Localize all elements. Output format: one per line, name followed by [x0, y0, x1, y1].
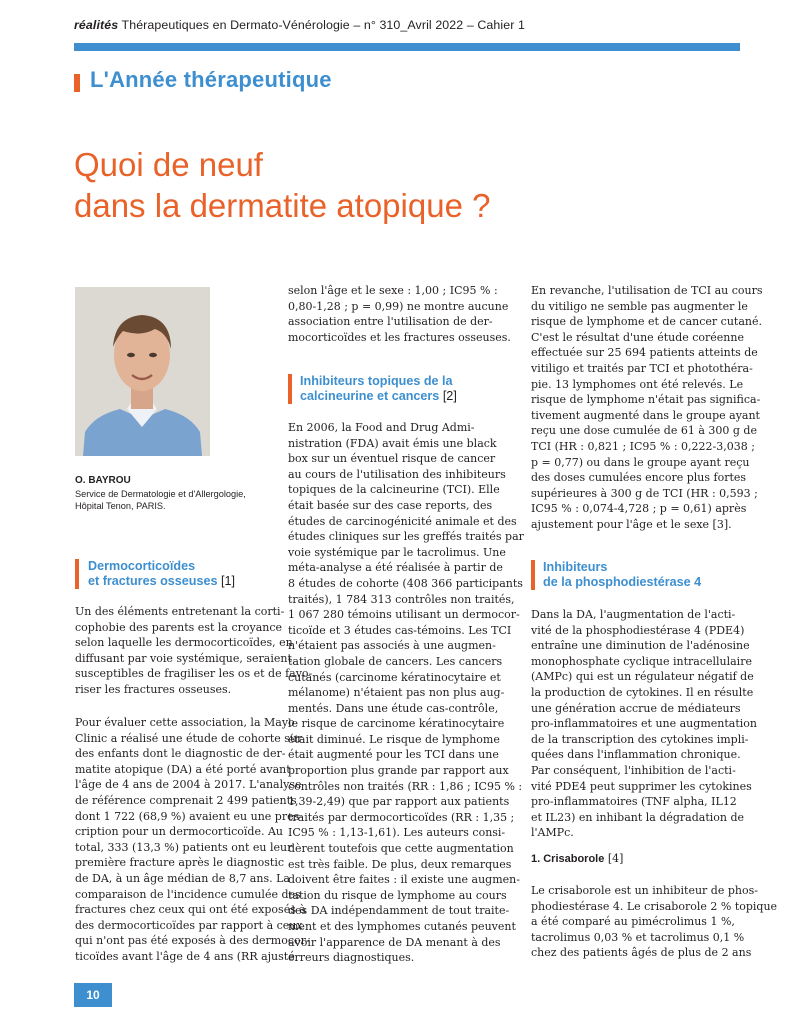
text-line: riser les fractures osseuses. [75, 682, 232, 696]
title-line-1: Quoi de neuf [74, 146, 263, 183]
affiliation-line: Service de Dermatologie et d'Allergologie, [75, 489, 246, 499]
section-title: L'Année thérapeutique [90, 67, 332, 92]
text-line: de la transcription des cytokines impli- [531, 732, 749, 746]
col3-paragraph-2 [531, 607, 757, 841]
text-line: pro-inflammatoires (TNF alpha, IL12 [531, 795, 737, 809]
text-line: cription pour un dermocorticoïde. Au [75, 825, 284, 839]
heading-phosphodiesterase [543, 560, 701, 590]
text-line: ticoïdes avant l'âge de 4 ans (RR ajusté [75, 949, 295, 963]
text-line: une génération accrue de médiateurs [531, 701, 741, 715]
text-line: susceptibles de fragiliser les os et de favo- [75, 667, 313, 681]
text-line: des enfants dont le diagnostic de der- [75, 747, 286, 761]
text-line: études cliniques sur les greffés traités par [288, 530, 524, 544]
heading-bar [531, 560, 535, 590]
text-line: TCI (HR : 0,821 ; IC95 % : 0,222-3,038 ; [531, 439, 755, 453]
sub-heading-text: 1. Crisaborole [531, 853, 605, 865]
text-line: Clinic a réalisé une étude de cohorte sur [75, 731, 303, 745]
journal-issue: Thérapeutiques en Dermato-Vénérologie – n° 310_Avril 2022 – Cahier 1 [121, 18, 525, 32]
text-line: mélanome) n'étaient pas non plus aug- [288, 686, 505, 700]
heading-line: de la phosphodiestérase 4 [543, 575, 702, 589]
col2-paragraph-2 [288, 436, 524, 966]
text-line: Dans la DA, l'augmentation de l'acti- [531, 608, 736, 621]
page-number: 10 [74, 983, 112, 1007]
text-line: traités), 1 784 313 contrôles non traités, [288, 592, 515, 606]
text-line: 1,39-2,49) que par rapport aux patients [288, 795, 510, 809]
text-line: études de carcinogénicité animale et des [288, 514, 517, 528]
text-line: méta-analyse a été réalisée à partir de [288, 561, 503, 575]
text-line: cutanés (carcinome kératinocytaire et [288, 670, 501, 684]
text-line: mocorticoïdes et les fractures osseuses. [288, 330, 511, 344]
heading-text: et fractures osseuses [88, 574, 218, 588]
text-line: des DA indépendamment de tout traite- [288, 904, 510, 918]
col3-paragraph-1 [531, 283, 762, 533]
text-line: tation du risque de lymphome au cours [288, 888, 507, 902]
text-line: était basée sur des case reports, des [288, 498, 493, 512]
text-line: erreurs diagnostiques. [288, 951, 415, 965]
heading-line: Dermocorticoïdes [88, 559, 196, 573]
text-line: selon laquelle les dermocorticoïdes, en [75, 636, 293, 650]
text-line: de DA, à un âge médian de 8,7 ans. La [75, 871, 290, 885]
text-line: proportion plus grande par rapport aux [288, 764, 509, 778]
text-line: (AMPc) qui est un régulateur négatif de [531, 670, 754, 684]
heading-inhibiteurs-calcineurine [300, 374, 457, 404]
col2-paragraph-1 [288, 283, 511, 345]
text-line: Pour évaluer cette association, la Mayo [75, 716, 295, 729]
text-line: n'étaient pas associés à une augmen- [288, 639, 496, 653]
journal-name: réalités [74, 18, 119, 32]
heading-dermocorticoides [88, 559, 235, 589]
text-line: diffusant par voie systémique, seraient [75, 651, 292, 665]
title-line-2: dans la dermatite atopique ? [74, 187, 491, 224]
text-line: dèrent toutefois que cette augmentation [288, 842, 514, 856]
text-line: ticoïde et 3 études cas-témoins. Les TCI [288, 623, 512, 637]
header-rule [74, 43, 740, 51]
text-line: doivent être faites : il existe une augmen- [288, 873, 520, 887]
sub-heading-ref: [4] [607, 852, 624, 865]
text-line: l'âge de 4 ans de 2004 à 2017. L'analyse [75, 778, 302, 792]
text-line: fractures chez ceux qui ont été exposés à [75, 903, 306, 917]
text-line: ment et des lymphomes cutanés peuvent [288, 920, 516, 933]
text-line: En 2006, la Food and Drug Admi- [288, 421, 475, 434]
text-line: Un des éléments entretenant la corti- [75, 605, 285, 618]
text-line: monophosphate cyclique intracellulaire [531, 654, 752, 668]
text-line: mentés. Dans une étude cas-contrôle, [288, 701, 499, 715]
text-line: était diminué. Le risque de lymphome [288, 732, 500, 746]
text-line: entraîne une diminution de l'adénosine [531, 639, 750, 653]
text-line: C'est le résultat d'une étude coréenne [531, 330, 744, 344]
author-affiliation [75, 488, 275, 512]
text-line: total, 333 (13,3 %) patients ont eu leur [75, 840, 293, 854]
text-line: 8 études de cohorte (408 366 participants [288, 576, 523, 590]
text-line: vitiligo et traités par TCI et photothéra- [531, 361, 753, 375]
text-line: des doses cumulées encore plus fortes [531, 471, 747, 485]
text-line: contrôles non traités (RR : 1,86 ; IC95 % : [288, 779, 523, 793]
text-line: tation globale de cancers. Les cancers [288, 654, 503, 668]
heading-bar [288, 374, 292, 404]
running-header [74, 18, 525, 32]
text-line: risque de lymphome n'était pas significa- [531, 393, 761, 407]
text-line: 1 067 280 témoins utilisant un dermocor- [288, 608, 520, 622]
affiliation-line: Hôpital Tenon, PARIS. [75, 501, 166, 511]
heading-ref: [2] [442, 389, 457, 403]
col3-paragraph-3 [531, 883, 777, 961]
text-line: phodiestérase 4. Le crisaborole 2 % topique [531, 899, 778, 913]
col1-paragraph-1 [75, 604, 312, 698]
text-line: IC95 % : 0,074-4,728 ; p = 0,61) après [531, 502, 747, 516]
text-line: qui n'ont pas été exposés à des dermocor- [75, 934, 310, 948]
text-line: cophobie des parents est la croyance [75, 620, 283, 634]
col2-paragraph-2-first [288, 420, 475, 436]
author-photo [75, 287, 210, 456]
article-title [74, 144, 734, 226]
text-line: a été comparé au pimécrolimus 1 %, [531, 915, 735, 929]
text-line: pie. 13 lymphomes ont été relevés. Le [531, 377, 744, 391]
text-line: comparaison de l'incidence cumulée des [75, 887, 301, 901]
text-line: vité PDE4 peut supprimer les cytokines [531, 779, 752, 793]
text-line: box sur un éventuel risque de cancer [288, 452, 496, 466]
text-line: matite atopique (DA) a été porté avant [75, 762, 291, 776]
text-line: supérieures à 300 g de TCI (HR : 0,593 ; [531, 486, 758, 500]
text-line: vité de la phosphodiestérase 4 (PDE4) [531, 623, 745, 637]
text-line: nistration (FDA) avait émis une black [288, 436, 497, 450]
text-line: ajustement pour l'âge et le sexe [3]. [531, 517, 732, 531]
heading-line-2 [300, 389, 457, 404]
text-line: quées dans l'inflammation chronique. [531, 748, 741, 762]
text-line: était augmenté pour les TCI dans une [288, 748, 499, 762]
text-line: 0,80-1,28 ; p = 0,99) ne montre aucune [288, 299, 509, 313]
text-line: traités par dermocorticoïdes (RR : 1,35 ; [288, 810, 515, 824]
text-line: dont 1 722 (68,9 %) avaient eu une pres- [75, 809, 303, 823]
heading-bar [75, 559, 79, 589]
heading-text: calcineurine et cancers [300, 389, 440, 403]
text-line: Par conséquent, l'inhibition de l'acti- [531, 763, 736, 777]
col1-paragraph-2 [75, 715, 310, 965]
text-line: du vitiligo ne semble pas augmenter le [531, 299, 748, 313]
text-line: première fracture après le diagnostic [75, 856, 284, 870]
text-line: association entre l'utilisation de der- [288, 315, 493, 329]
text-line: et IL23) en inhibant la dégradation de [531, 810, 745, 824]
heading-line-2 [88, 574, 235, 589]
text-line: au cours de l'utilisation des inhibiteurs [288, 467, 506, 481]
text-line: p = 0,77) ou dans le groupe ayant reçu [531, 455, 750, 469]
text-line: est très faible. De plus, deux remarques [288, 857, 512, 871]
author-name: O. BAYROU [75, 475, 131, 486]
text-line: la production de cytokines. Il en résulte [531, 685, 754, 699]
text-line: topiques de la calcineurine (TCI). Elle [288, 483, 500, 497]
heading-ref: [1] [221, 574, 236, 588]
text-line: chez des patients âgés de plus de 2 ans [531, 946, 752, 960]
text-line: reçu une dose cumulée de 61 à 300 g de [531, 424, 757, 438]
text-line: selon l'âge et le sexe : 1,00 ; IC95 % : [288, 284, 498, 297]
text-line: Le crisaborole est un inhibiteur de phos- [531, 884, 758, 897]
text-line: l'AMPc. [531, 826, 574, 840]
text-line: tacrolimus 0,03 % et tacrolimus 0,1 % [531, 930, 745, 944]
text-line: risque de lymphome et de cancer cutané. [531, 315, 762, 329]
text-line: effectuée sur 25 694 patients atteints de [531, 346, 758, 360]
text-line: En revanche, l'utilisation de TCI au cours [531, 284, 763, 297]
text-line: des dermocorticoïdes par rapport à ceux [75, 918, 303, 932]
text-line: tivement augmenté dans le groupe ayant [531, 408, 760, 422]
section-marker [74, 74, 80, 92]
heading-line: Inhibiteurs topiques de la [300, 374, 453, 388]
text-line: pro-inflammatoires et une augmentation [531, 717, 757, 731]
text-line: de référence comprenait 2 499 patients [75, 793, 297, 807]
text-line: IC95 % : 1,13-1,61). Les auteurs consi- [288, 826, 506, 840]
sub-heading-crisaborole [531, 851, 623, 868]
sub-heading-line [531, 851, 623, 868]
text-line: voie systémique par le tacrolimus. Une [288, 545, 506, 559]
heading-line: Inhibiteurs [543, 560, 608, 574]
text-line: le risque de carcinome kératinocytaire [288, 717, 505, 731]
text-line: avoir l'apparence de DA menant à des [288, 935, 501, 949]
